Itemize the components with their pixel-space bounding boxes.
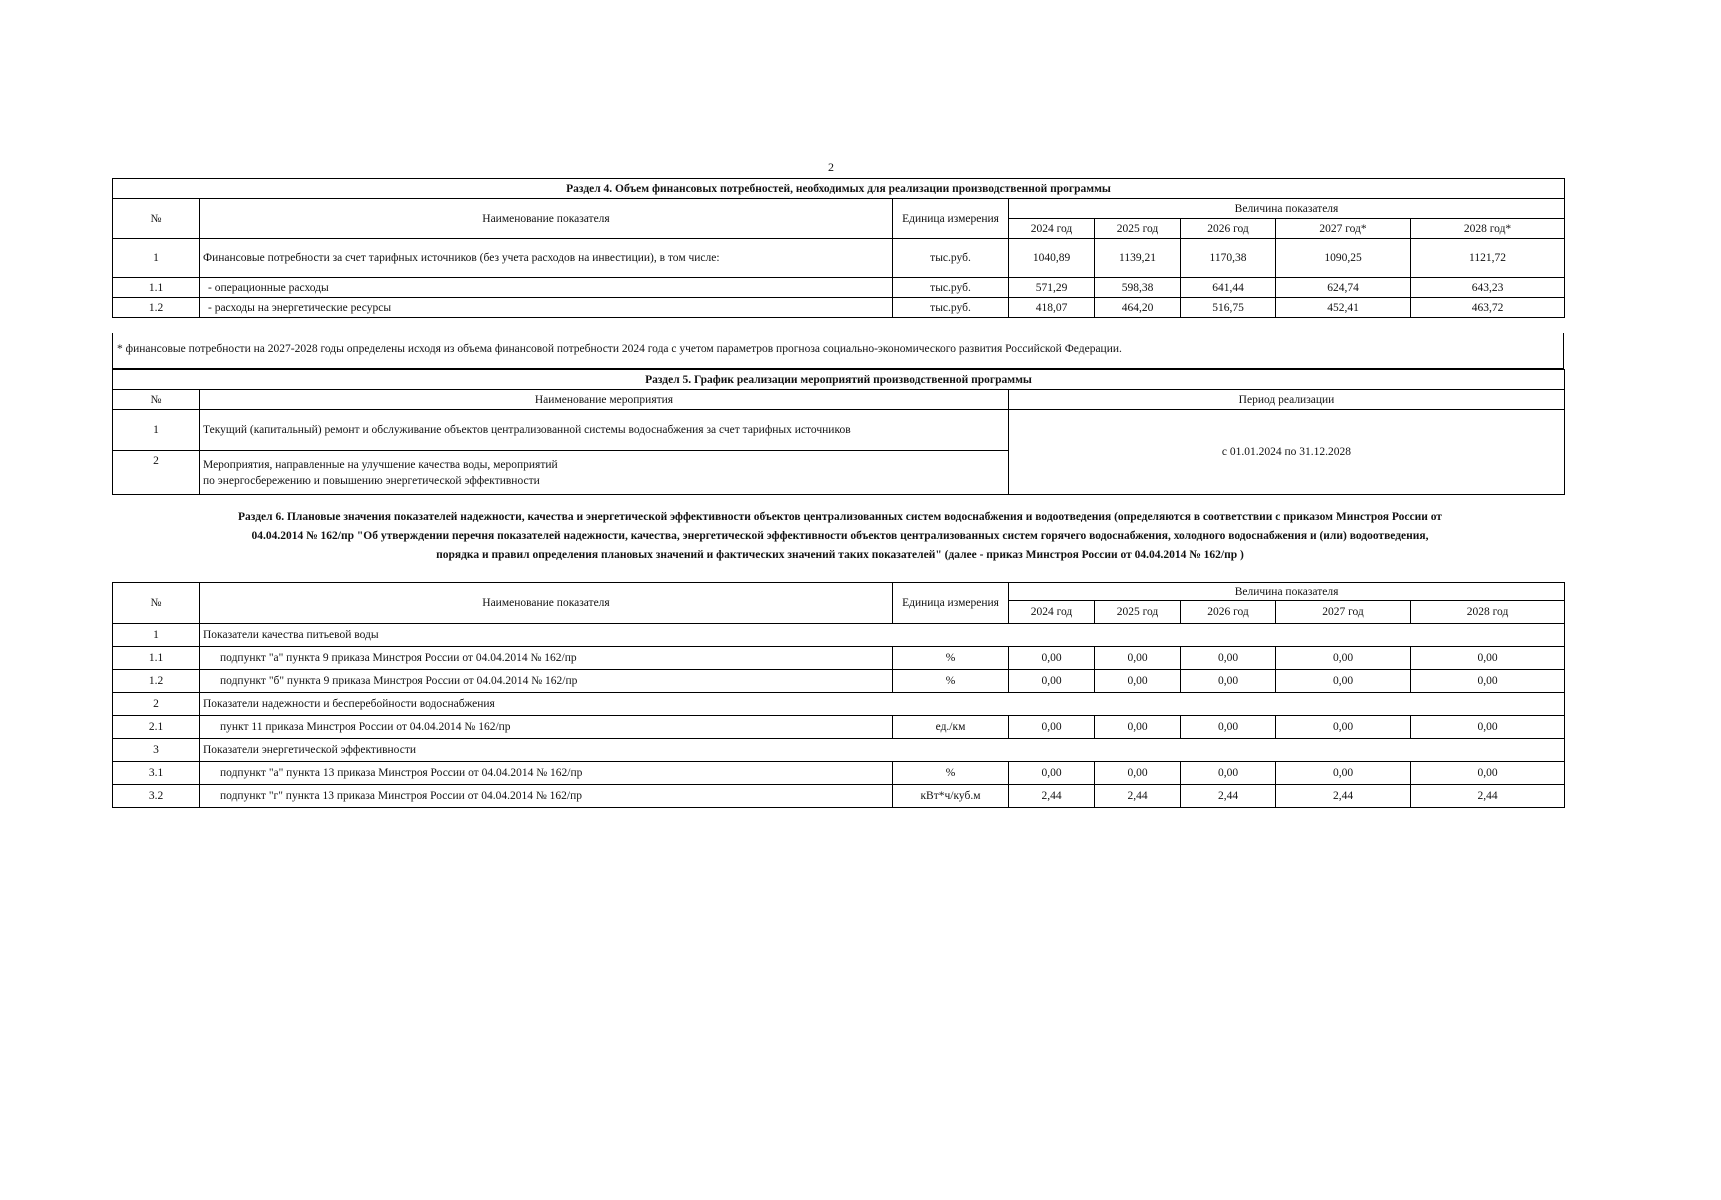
- row-unit: тыс.руб.: [893, 298, 1009, 318]
- row-name: - расходы на энергетические ресурсы: [200, 298, 893, 318]
- row-name: пункт 11 приказа Минстроя России от 04.04.2014 № 162/пр: [200, 716, 893, 739]
- year-header: 2025 год: [1095, 601, 1181, 624]
- row-value: 0,00: [1411, 716, 1565, 739]
- row-name: Текущий (капитальный) ремонт и обслуживание объектов централизованной системы водоснабжения за счет тарифных источников: [200, 410, 1009, 451]
- row-value: 0,00: [1009, 670, 1095, 693]
- row-name: подпункт "г" пункта 13 приказа Минстроя России от 04.04.2014 № 162/пр: [200, 785, 893, 808]
- row-value: 452,41: [1276, 298, 1411, 318]
- row-name: подпункт "б" пункта 9 приказа Минстроя России от 04.04.2014 № 162/пр: [200, 670, 893, 693]
- row-value: 1040,89: [1009, 239, 1095, 278]
- group-name: Показатели надежности и бесперебойности водоснабжения: [200, 693, 1565, 716]
- row-name-line: Мероприятия, направленные на улучшение качества воды, мероприятий: [203, 458, 558, 471]
- section4-title: Раздел 4. Объем финансовых потребностей, необходимых для реализации производственной программы: [113, 179, 1565, 199]
- row-unit: %: [893, 762, 1009, 785]
- section6-title-line: порядка и правил определения плановых значений и фактических значений таких показателей" (далее - приказ Минстроя России от 04.04.2014 № 162/пр ): [436, 549, 1244, 561]
- section4-footnote: * финансовые потребности на 2027-2028 годы определены исходя из объема финансовой потребности 2024 года с учетом параметров прогноза социально-экономического развития Российской Федерации.: [112, 333, 1564, 369]
- row-value: 0,00: [1181, 762, 1276, 785]
- row-unit: ед./км: [893, 716, 1009, 739]
- year-header: 2024 год: [1009, 219, 1095, 239]
- group-row: [113, 739, 1565, 762]
- row-value: 0,00: [1009, 762, 1095, 785]
- period-value: с 01.01.2024 по 31.12.2028: [1009, 410, 1565, 495]
- col-no-header: №: [113, 199, 200, 239]
- row-value: 0,00: [1411, 647, 1565, 670]
- table-row: [113, 785, 1565, 808]
- group-name: Показатели качества питьевой воды: [200, 624, 1565, 647]
- row-value: 1121,72: [1411, 239, 1565, 278]
- row-value: 463,72: [1411, 298, 1565, 318]
- row-value: 1170,38: [1181, 239, 1276, 278]
- section6-title-line: Раздел 6. Плановые значения показателей надежности, качества и энергетической эффективности объектов централизованных систем водоснабжения и водоотведения (определяются в соответствии с приказом Минстроя России от: [238, 511, 1442, 523]
- row-value: 464,20: [1095, 298, 1181, 318]
- year-header: 2027 год*: [1276, 219, 1411, 239]
- row-name: [200, 451, 1009, 495]
- row-unit: тыс.руб.: [893, 278, 1009, 298]
- row-value: 2,44: [1095, 785, 1181, 808]
- row-no: 1.1: [113, 278, 200, 298]
- col-name-header: Наименование показателя: [200, 199, 893, 239]
- col-unit-header: Единица измерения: [893, 199, 1009, 239]
- section6-title: [120, 508, 1560, 565]
- row-no: 3.1: [113, 762, 200, 785]
- year-header: 2025 год: [1095, 219, 1181, 239]
- row-no: 1: [113, 239, 200, 278]
- row-no: 1: [113, 624, 200, 647]
- row-value: 0,00: [1181, 670, 1276, 693]
- row-no: 3.2: [113, 785, 200, 808]
- section6-title-line: 04.04.2014 № 162/пр "Об утверждении перечня показателей надежности, качества, энергетической эффективности объектов централизованных систем горячего водоснабжения, холодного водоснабжения и (или) водоотведения,: [251, 530, 1429, 542]
- row-value: 0,00: [1095, 716, 1181, 739]
- row-value: 0,00: [1181, 647, 1276, 670]
- table-row: [113, 239, 1565, 278]
- group-row: [113, 693, 1565, 716]
- row-no: 2: [113, 693, 200, 716]
- col-name-header: Наименование показателя: [200, 583, 893, 624]
- row-value: 0,00: [1095, 762, 1181, 785]
- row-value: 1090,25: [1276, 239, 1411, 278]
- row-value: 0,00: [1276, 670, 1411, 693]
- row-value: 0,00: [1276, 762, 1411, 785]
- row-name-line: по энергосбережению и повышению энергетической эффективности: [203, 474, 540, 487]
- row-value: 0,00: [1009, 647, 1095, 670]
- row-no: 1: [113, 410, 200, 451]
- section4-table: [112, 178, 1565, 318]
- page-number: 2: [828, 160, 834, 174]
- table-row: [113, 670, 1565, 693]
- row-name: - операционные расходы: [200, 278, 893, 298]
- col-no-header: №: [113, 583, 200, 624]
- row-value: 624,74: [1276, 278, 1411, 298]
- col-period-header: Период реализации: [1009, 390, 1565, 410]
- row-value: 571,29: [1009, 278, 1095, 298]
- row-name: Финансовые потребности за счет тарифных источников (без учета расходов на инвестиции), в том числе:: [200, 239, 893, 278]
- row-value: 0,00: [1009, 716, 1095, 739]
- table-row: [113, 762, 1565, 785]
- row-value: 641,44: [1181, 278, 1276, 298]
- row-name: подпункт "а" пункта 13 приказа Минстроя России от 04.04.2014 № 162/пр: [200, 762, 893, 785]
- row-value: 2,44: [1276, 785, 1411, 808]
- year-header: 2028 год*: [1411, 219, 1565, 239]
- row-value: 0,00: [1276, 716, 1411, 739]
- row-value: 598,38: [1095, 278, 1181, 298]
- row-value: 418,07: [1009, 298, 1095, 318]
- row-value: 0,00: [1276, 647, 1411, 670]
- col-value-header: Величина показателя: [1009, 583, 1565, 601]
- row-no: 3: [113, 739, 200, 762]
- row-value: 1139,21: [1095, 239, 1181, 278]
- row-no: 1.2: [113, 670, 200, 693]
- table-row: [113, 278, 1565, 298]
- row-value: 516,75: [1181, 298, 1276, 318]
- row-unit: %: [893, 670, 1009, 693]
- section5-table: [112, 369, 1565, 495]
- table-row: [113, 410, 1565, 451]
- table-row: [113, 647, 1565, 670]
- col-name-header: Наименование мероприятия: [200, 390, 1009, 410]
- year-header: 2028 год: [1411, 601, 1565, 624]
- row-name: подпункт "а" пункта 9 приказа Минстроя России от 04.04.2014 № 162/пр: [200, 647, 893, 670]
- year-header: 2024 год: [1009, 601, 1095, 624]
- row-value: 0,00: [1411, 762, 1565, 785]
- row-unit: тыс.руб.: [893, 239, 1009, 278]
- col-unit-header: Единица измерения: [893, 583, 1009, 624]
- row-no: 2.1: [113, 716, 200, 739]
- row-no: 2: [113, 451, 200, 495]
- year-header: 2026 год: [1181, 601, 1276, 624]
- row-value: 0,00: [1181, 716, 1276, 739]
- year-header: 2027 год: [1276, 601, 1411, 624]
- col-no-header: №: [113, 390, 200, 410]
- row-value: 0,00: [1411, 670, 1565, 693]
- group-name: Показатели энергетической эффективности: [200, 739, 1565, 762]
- group-row: [113, 624, 1565, 647]
- row-value: 0,00: [1095, 670, 1181, 693]
- row-no: 1.1: [113, 647, 200, 670]
- row-value: 2,44: [1181, 785, 1276, 808]
- table-row: [113, 716, 1565, 739]
- row-value: 2,44: [1411, 785, 1565, 808]
- row-no: 1.2: [113, 298, 200, 318]
- year-header: 2026 год: [1181, 219, 1276, 239]
- row-value: 643,23: [1411, 278, 1565, 298]
- row-value: 2,44: [1009, 785, 1095, 808]
- section5-title: Раздел 5. График реализации мероприятий производственной программы: [113, 370, 1565, 390]
- table-row: [113, 298, 1565, 318]
- row-unit: %: [893, 647, 1009, 670]
- section6-table: [112, 582, 1565, 808]
- col-value-header: Величина показателя: [1009, 199, 1565, 219]
- row-unit: кВт*ч/куб.м: [893, 785, 1009, 808]
- row-value: 0,00: [1095, 647, 1181, 670]
